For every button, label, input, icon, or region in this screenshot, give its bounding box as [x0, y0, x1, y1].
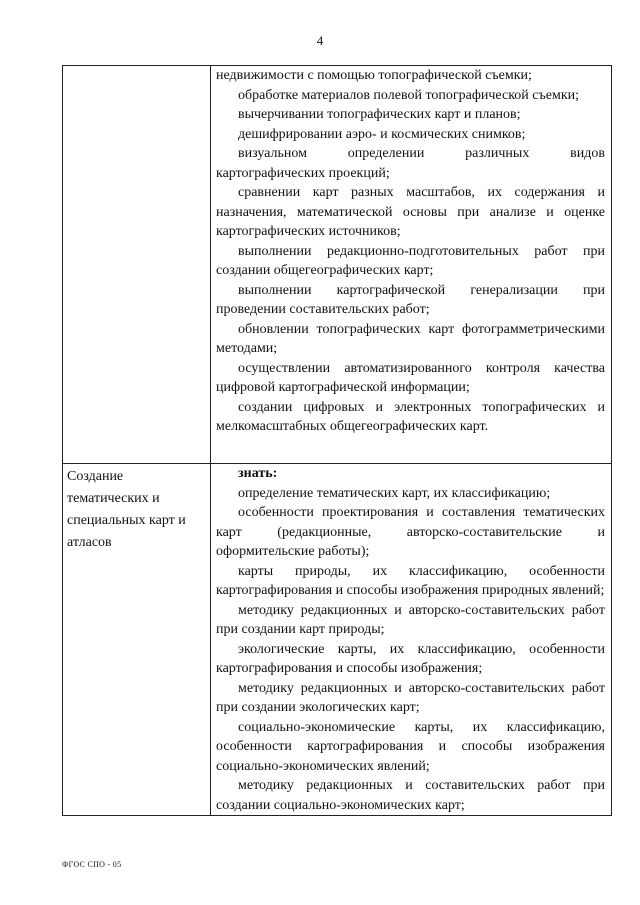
table-row	[63, 464, 612, 816]
paragraph: вычерчивании топографических карт и планов;	[238, 107, 521, 122]
paragraph: создании цифровых и электронных топографических и мелкомасштабных общегеографических карт.	[216, 399, 605, 434]
paragraph: осуществлении автоматизированного контроля качества цифровой картографической информации;	[216, 360, 605, 395]
paragraph: методику редакционных и авторско-составительских работ при создании карт природы;	[216, 602, 605, 637]
paragraph: выполнении редакционно-подготовительных работ при создании общегеографических карт;	[216, 243, 605, 278]
paragraph: социально-экономические карты, их классификацию, особенности картографирования и способы изображения социально-экономических явлений;	[216, 719, 605, 774]
paragraph: обновлении топографических карт фотограмметрическими методами;	[216, 321, 605, 356]
paragraph: выполнении картографической генерализации при проведении составительских работ;	[216, 282, 605, 317]
paragraph: недвижимости с помощью топографической съемки;	[216, 68, 532, 83]
paragraph: дешифрировании аэро- и космических снимков;	[238, 126, 526, 142]
paragraph: определение тематических карт, их классификацию;	[238, 485, 551, 501]
table-row	[63, 66, 612, 464]
paragraph: карты природы, их классификацию, особенности картографирования и способы изображения природных явлений;	[216, 563, 605, 598]
competency-table	[62, 65, 612, 816]
paragraph: особенности проектирования и составления тематических карт (редакционные, авторско-составительские и оформительские работы);	[216, 505, 605, 559]
paragraph: методику редакционных и авторско-составительских работ при создании экологических карт;	[216, 680, 605, 715]
paragraph: визуальном определении различных видов картографических проекций;	[216, 146, 605, 181]
row1-right-cell	[211, 66, 612, 464]
row2-left-cell: Создание тематических и специальных карт и атласов	[63, 464, 211, 816]
paragraph: обработке материалов полевой топографической съемки;	[238, 87, 580, 103]
footer-code: ФГОС СПО - 05	[62, 860, 122, 869]
row1-left-cell	[63, 66, 211, 464]
know-heading: знать:	[238, 466, 278, 481]
page-number: 4	[316, 33, 324, 48]
paragraph: методику редакционных и составительских работ при создании социально-экономических карт;	[216, 778, 605, 813]
row2-right-cell	[211, 464, 612, 816]
paragraph: экологические карты, их классификацию, особенности картографирования и способы изображения;	[216, 641, 605, 676]
paragraph: сравнении карт разных масштабов, их содержания и назначения, математической основы при анализе и оценке картографических источников;	[216, 185, 605, 239]
